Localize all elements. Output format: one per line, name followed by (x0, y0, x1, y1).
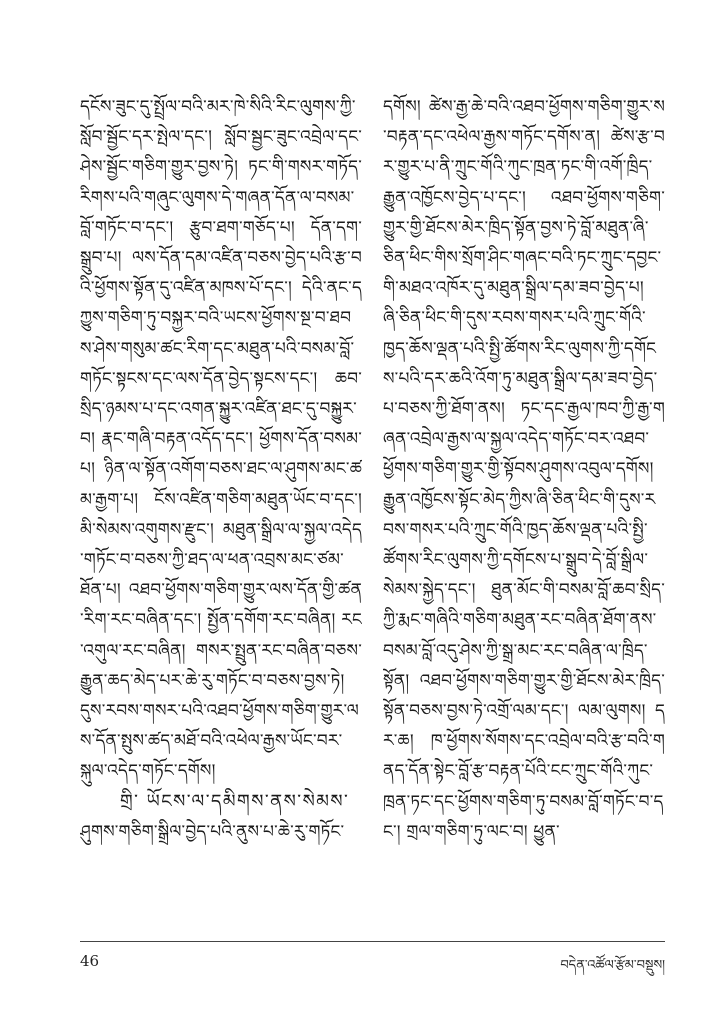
right-column (383, 92, 665, 937)
footer-rule (80, 941, 665, 942)
page-number: 46 (80, 952, 100, 970)
left-paragraph-2: ཤུགས་གཅིག་སྒྲིལ་བྱེད་པའི་ནུས་པ་ཆེ་རུ་གཏོང་ (80, 821, 345, 842)
left-paragraph-1: དངོས་ཟུང་དུ་སྤྲོལ་བའི་མར་ཁེ་སིའི་རིང་ལུགས་ཀྱི་སློབ་སྦྱོང་དར་སྤེལ་དང་། སློབ་སྦྱང་ཟུང་འབྲེལ་དང་ཤེས་སྦྱོང་གཅིག་གྱུར་བྱས་ཏེ། ཏང་གི་གསར་གཏོད་རིགས་པའི་གཞུང་ལུགས་དེ་གཞན་དོན་ལ་བསམ་བློ་གཏོང་བ་དང་། རྩུབ་ཐག་གཅོད་པ། དོན་དག་སྒྲུབ་པ། ལས་དོན་དམ་འཛིན་བཅས་བྱེད་པའི་རྩ་བའི་ཕྱོགས་སྟོན་དུ་འཛིན་མཁས་པོ་དང་། དེའི་ནང་དཀྱུས་གཅིག་ཏུ་བསྐྱར་བའི་ཡངས་ཕྱོགས་སྔ་བ་ཐབས་ཤེས་གསུམ་ཚང་རིག་དང་མཐུན་པའི་བསམ་བློ་གཏོང་སྟངས་དང་ལས་དོན་བྱེད་སྟངས་དང་། ཆབ་སྲིད་ཉམས་པ་དང་འགན་སྐྱུར་འཛིན་ཐང་དུ་བསྐྱུར་བ། རྣང་གཞི་བརྟན་འདོད་དང་། ཕྱོགས་དོན་བསམ་པ། ཉིན་ལ་སྟོན་འགོག་བཅས་ཐང་ལ་ཤུགས་མང་ཚམ་རྒྱག་པ། ངོས་འཛིན་གཅིག་མཐུན་ཡོང་བ་དང་། མི་སེམས་འགུགས་རྫུང་། མཐུན་སྒྲིལ་ལ་སྐྱལ་འདེད་གཏོང་བ་བཅས་ཀྱི་ཐད་ལ་ཕན་འབྲས་མང་ཙམ་ཐོན་པ། འཐབ་ཕྱོགས་གཅིག་གྱུར་ལས་དོན་གྱི་ཚན་རིག་རང་བཞིན་དང་། སྤྱོན་དགོག་རང་བཞིན། རང་འགུལ་རང་བཞིན། གསར་སྤྲུན་རང་བཞིན་བཅས་རྒྱུན་ཆད་མེད་པར་ཆེ་རུ་གཏོང་བ་བཅས་བྱས་ཏེ། དུས་རབས་གསར་པའི་འཐབ་ཕྱོགས་གཅིག་གྱུར་ལས་དོན་སྤུས་ཚད་མཐོ་བའི་འཕེལ་རྒྱས་ཡོང་བར་སྐུལ་འདེད་གཏོང་དགོས། (80, 97, 362, 782)
left-column (80, 92, 362, 937)
section-heading: གྲི་ ཡོངས་ལ་དམིགས་ནས་སེམས་ (120, 790, 350, 812)
right-paragraph: དགོས། ཚེས་རྒྱ་ཆེ་བའི་འཐབ་ཕྱོགས་གཅིག་གྱུར་ས་བརྟན་དང་འཕེལ་རྒྱས་གཏོང་དགོས་ན། ཚེས་རྩ་བར་གྱུར་པ་ནི་ཀྲུང་གོའི་ཀུང་ཁྲན་ཏང་གི་འགོ་ཁྲིད་རྒྱུན་འཁྱོངས་བྱེད་པ་དང་། འཐབ་ཕྱོགས་གཅིག་གྱུར་གྱི་ཐོངས་མེར་ཁྲིད་སྟོན་བྱས་ཏེ་བློ་མཐུན་ཞི་ཅིན་ཕིང་གིས་སྲོག་ཤིང་གཞང་བའི་ཏང་ཀྲུང་དབྱང་གི་མཐའ་འཁོར་དུ་མཐུན་སྒྲིལ་དམ་ཟབ་བྱེད་པ། ཞི་ཅིན་ཕིང་གི་དུས་རབས་གསར་པའི་ཀྲུང་གོའི་ཁྱད་ཆོས་ལྡན་པའི་སྤྱི་ཚོགས་རིང་ལུགས་ཀྱི་དགོངས་པའི་དར་ཆའི་འོག་ཏུ་མཐུན་སྒྲིལ་དམ་ཟབ་བྱེད་པ་བཅས་ཀྱི་ཐོག་ནས། ཏང་དང་རྒྱལ་ཁབ་ཀྱི་རྒྱ་གཞན་འབྲེལ་རྒྱས་ལ་སྐྱལ་འདེད་གཏོང་བར་འཐབ་ཕྱོགས་གཅིག་གྱུར་གྱི་སྟོབས་ཤུགས་འབུལ་དགོས། རྒྱུན་འཁྱོངས་སྟོང་མེད་ཀྱིས་ཞི་ཅིན་ཕིང་གི་དུས་རབས་གསར་པའི་ཀྲུང་གོའི་ཁྱད་ཆོས་ལྡན་པའི་སྤྱི་ཚོགས་རིང་ལུགས་ཀྱི་དགོངས་པ་སྒྲུབ་དེ་བློ་སྒྲིལ་སེམས་སྐྱེད་དང་། ཐུན་མོང་གི་བསམ་བློ་ཆབ་སྲིད་ཀྱི་རྨང་གཞིའི་གཅིག་མཐུན་རང་བཞིན་ཐོག་ནས་བསམ་བློ་འདུ་ཤེས་ཀྱི་སྒྲ་མང་རང་བཞིན་ལ་ཁྲིད་སྟོན། འཐབ་ཕྱོགས་གཅིག་གྱུར་གྱི་ཐོངས་མེར་ཁྲིད་སྟོན་བཅས་བྱས་ཏེ་འགྲོ་ལམ་དང་། ལམ་ལུགས། དར་ཆ། ཁ་ཕྱོགས་སོགས་དང་འབྲེལ་བའི་རྩ་བའི་གནད་དོན་སྟེང་བློ་རྩ་བརྟན་པོའི་ངང་ཀྲུང་གོའི་ཀུང་ཁྲན་ཏང་དང་ཕྱོགས་གཅིག་ཏུ་བསམ་བློ་གཏོང་བ་དང་། གྲལ་གཅིག་ཏུ་ལང་བ། ཕྱུན་ (383, 97, 665, 842)
running-footer-title: བདེན་འཚོལ་རྩོམ་བསྡུས། (560, 958, 665, 973)
